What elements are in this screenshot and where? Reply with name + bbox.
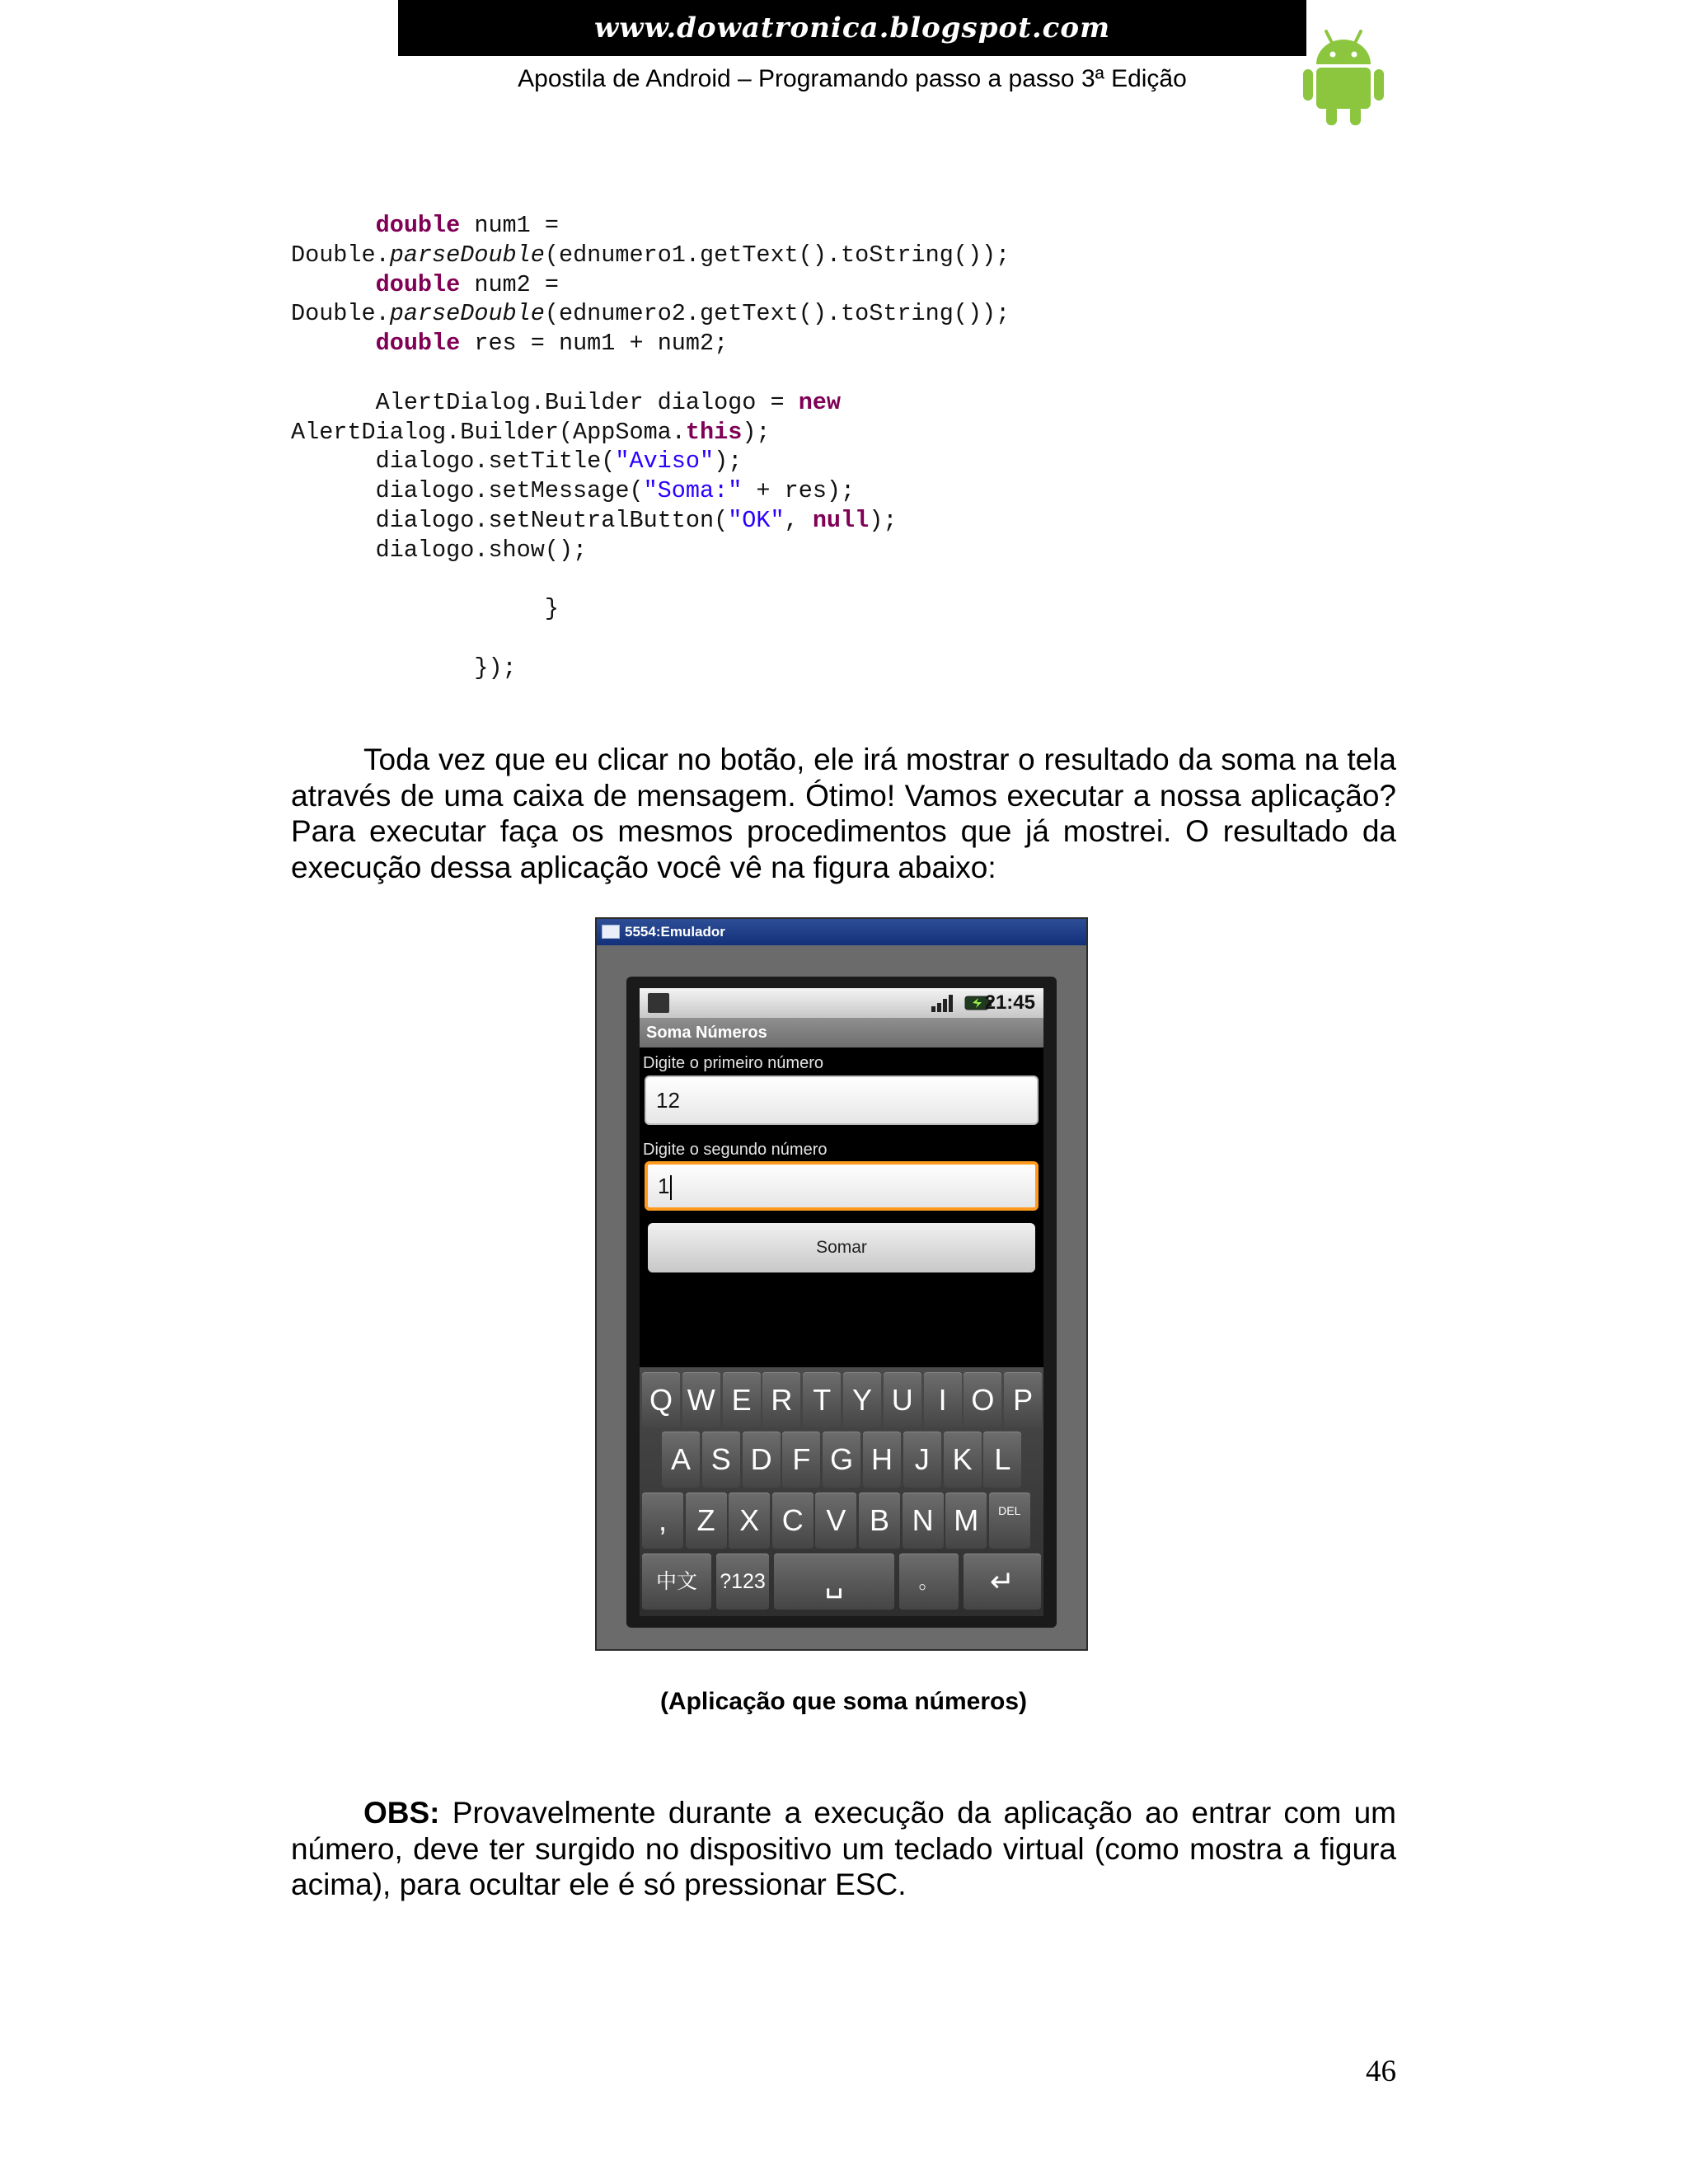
text-cursor (670, 1175, 672, 1200)
code-line (291, 506, 1445, 536)
code-text (291, 330, 376, 357)
code-text: res = num1 + num2; (460, 330, 729, 358)
code-text: , (784, 506, 813, 534)
code-listing (291, 211, 1445, 683)
code-line (291, 418, 1445, 448)
code-line (291, 211, 1445, 241)
code-line (291, 299, 1445, 329)
header-title: Apostila de Android – Programando passo a passo 3ª Edição (518, 65, 1187, 92)
key-g[interactable]: G (823, 1432, 860, 1488)
key-h[interactable]: H (863, 1432, 901, 1488)
device-frame (626, 977, 1057, 1628)
code-keyword: new (798, 388, 842, 416)
code-text: dialogo.setNeutralButton( (291, 506, 729, 534)
code-text: ); (869, 506, 898, 534)
code-text (291, 271, 376, 298)
key-e[interactable]: E (723, 1372, 761, 1428)
code-method: parseDouble (389, 241, 545, 269)
code-string: "OK" (728, 506, 785, 534)
first-number-label: Digite o primeiro número (643, 1054, 823, 1072)
code-line (291, 565, 1445, 595)
key-p[interactable]: P (1004, 1372, 1042, 1428)
code-text: num1 = (460, 212, 559, 239)
figure-caption: (Aplicação que soma números) (659, 1688, 1028, 1715)
sd-card-icon (648, 993, 669, 1013)
period-key[interactable]: 。 (899, 1554, 959, 1610)
obs-label: OBS: (363, 1796, 440, 1830)
language-key[interactable]: 中文 (642, 1554, 711, 1610)
code-method: parseDouble (389, 300, 545, 328)
code-text: }); (291, 654, 517, 682)
code-text: (ednumero2.getText().toString()); (544, 300, 1010, 328)
emulator-title: 5554:Emulador (625, 924, 725, 940)
code-keyword: double (375, 270, 461, 298)
code-line (291, 270, 1445, 300)
key-s[interactable]: S (702, 1432, 740, 1488)
code-keyword: this (685, 418, 743, 446)
obs-text: Provavelmente durante a execução da aplicação ao entrar com um número, deve ter surgido no dispositivo um teclado virtual (como mostra a figura acima), para ocultar ele é só pressionar ESC. (291, 1796, 1396, 1901)
code-line (291, 624, 1445, 654)
first-number-value: 12 (656, 1088, 680, 1113)
code-text: Double. (291, 241, 390, 269)
code-text: dialogo.show(); (291, 536, 588, 564)
key-a[interactable]: A (662, 1432, 700, 1488)
code-keyword: null (812, 506, 870, 534)
key-l[interactable]: L (983, 1432, 1021, 1488)
key-r[interactable]: R (762, 1372, 800, 1428)
app-title: Soma Números (640, 1018, 1043, 1047)
key-c[interactable]: C (772, 1493, 814, 1549)
code-line (291, 476, 1445, 506)
key-v[interactable]: V (815, 1493, 856, 1549)
device-screen (640, 988, 1043, 1616)
key-d[interactable]: D (743, 1432, 781, 1488)
key-z[interactable]: Z (686, 1493, 727, 1549)
code-line (291, 329, 1445, 359)
status-bar (640, 988, 1043, 1018)
code-text: } (291, 595, 559, 623)
key-k[interactable]: K (944, 1432, 982, 1488)
first-number-input[interactable] (645, 1076, 1039, 1125)
emulator-titlebar (597, 919, 1086, 945)
key-u[interactable]: U (884, 1372, 921, 1428)
code-text (291, 212, 376, 239)
page-number: 46 (1366, 2055, 1396, 2088)
site-banner: www.dowatronica.blogspot.com (398, 0, 1306, 56)
android-robot-icon (1298, 25, 1389, 127)
key-m[interactable]: M (945, 1493, 987, 1549)
key-t[interactable]: T (803, 1372, 841, 1428)
code-line (291, 536, 1445, 565)
status-time: 21:45 (984, 991, 1035, 1014)
key-w[interactable]: W (682, 1372, 720, 1428)
code-line (291, 388, 1445, 418)
symbols-key[interactable]: ?123 (716, 1554, 769, 1610)
code-text: (ednumero1.getText().toString()); (544, 241, 1010, 269)
code-text: Double. (291, 300, 390, 328)
code-string: "Soma:" (643, 477, 743, 505)
code-text: dialogo.setMessage( (291, 477, 644, 505)
code-text: ); (714, 448, 743, 476)
key-b[interactable]: B (859, 1493, 900, 1549)
second-number-value: 1 (658, 1174, 670, 1198)
code-text: AlertDialog.Builder dialogo = (291, 388, 799, 416)
code-line (291, 654, 1445, 683)
code-string: "Aviso" (615, 448, 715, 476)
virtual-keyboard (640, 1367, 1043, 1616)
key-n[interactable]: N (903, 1493, 944, 1549)
key-j[interactable]: J (903, 1432, 941, 1488)
key-y[interactable]: Y (843, 1372, 881, 1428)
code-line (291, 359, 1445, 388)
code-text: ); (742, 418, 771, 446)
code-line (291, 447, 1445, 476)
key-comma[interactable]: , (642, 1493, 683, 1549)
signal-icon (930, 993, 959, 1013)
key-q[interactable]: Q (642, 1372, 680, 1428)
code-text: AlertDialog.Builder(AppSoma. (291, 418, 686, 446)
code-keyword: double (375, 330, 461, 358)
emulator-window (595, 917, 1088, 1651)
key-f[interactable]: F (782, 1432, 820, 1488)
code-text: + res); (742, 477, 856, 505)
code-keyword: double (375, 212, 461, 239)
code-text: dialogo.setTitle( (291, 448, 616, 476)
body-paragraph: Toda vez que eu clicar no botão, ele irá mostrar o resultado da soma na tela através de uma caixa de mensagem. Ótimo! Vamos executar a nossa aplicação? Para executar faça os mesmos procedimentos que já mostrei. O resultado da execução dessa aplicação você vê na figura abaixo: (291, 743, 1396, 884)
key-x[interactable]: X (729, 1493, 770, 1549)
code-line (291, 241, 1445, 270)
somar-button[interactable]: Somar (648, 1223, 1035, 1272)
code-text: num2 = (460, 270, 559, 298)
enter-key[interactable]: ↵ (964, 1554, 1041, 1610)
key-o[interactable]: O (964, 1372, 1001, 1428)
window-icon (602, 925, 620, 939)
second-number-label: Digite o segundo número (643, 1141, 828, 1159)
delete-key[interactable]: DEL (989, 1493, 1030, 1549)
space-key[interactable]: ␣ (774, 1554, 894, 1610)
second-number-input[interactable] (645, 1161, 1039, 1211)
code-line (291, 594, 1445, 624)
key-i[interactable]: I (924, 1372, 962, 1428)
obs-paragraph (291, 1795, 1396, 1903)
